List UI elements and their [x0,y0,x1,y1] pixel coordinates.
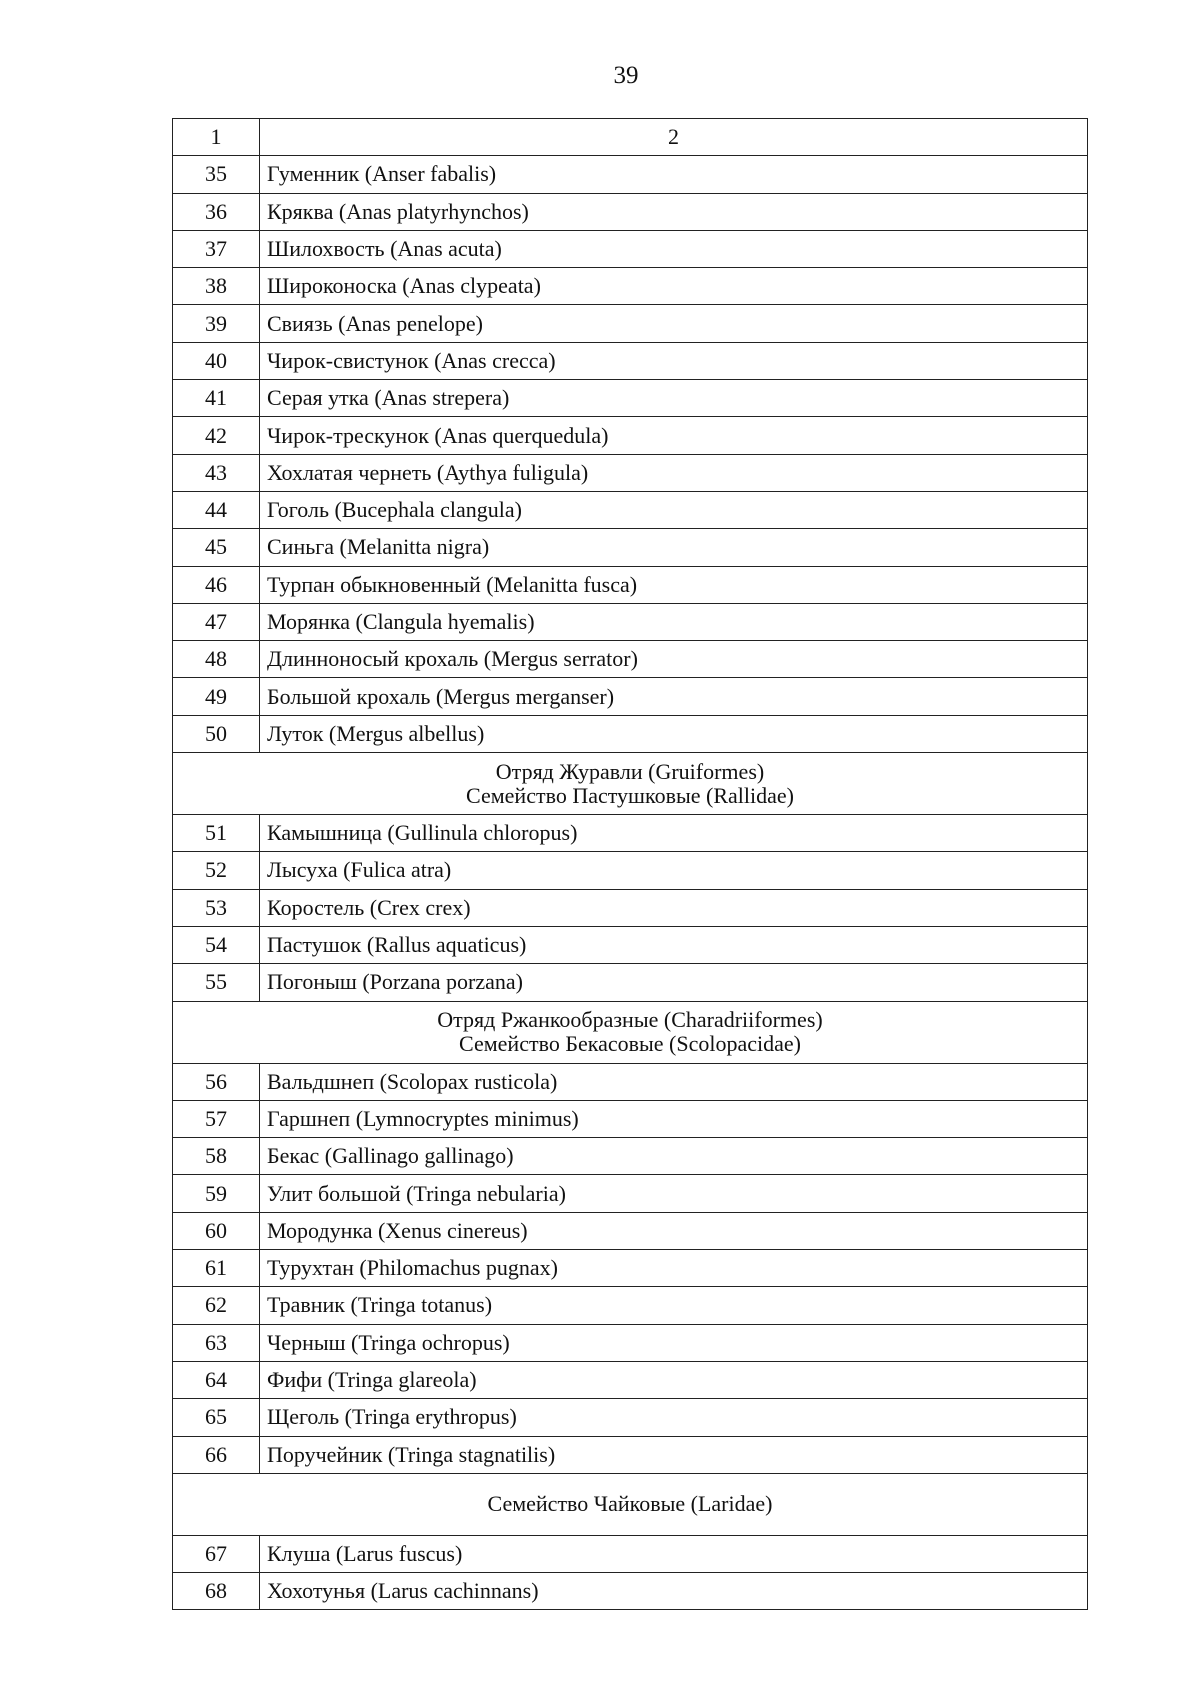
row-number: 63 [173,1324,260,1361]
header-col-1: 1 [173,119,260,156]
group-header-cell [173,753,1088,815]
order-title: Отряд Ржанкообразные (Charadriiformes) [437,1007,823,1033]
row-number: 46 [173,566,260,603]
species-name: Щеголь (Tringa erythropus) [260,1399,1088,1436]
species-name: Клуша (Larus fuscus) [260,1535,1088,1572]
table-row [173,678,1088,715]
order-title: Отряд Журавли (Gruiformes) [495,758,765,784]
table-row [173,1399,1088,1436]
species-name: Лысуха (Fulica atra) [260,852,1088,889]
species-name: Вальдшнеп (Scolopax rusticola) [260,1063,1088,1100]
species-name: Фифи (Tringa glareola) [260,1361,1088,1398]
species-name: Бекас (Gallinago gallinago) [260,1138,1088,1175]
table-row [173,1212,1088,1249]
group-header-row [173,1473,1088,1535]
row-number: 50 [173,715,260,752]
table-row [173,1063,1088,1100]
table-row [173,193,1088,230]
table-row [173,926,1088,963]
species-name: Пастушок (Rallus aquaticus) [260,926,1088,963]
species-name: Гаршнеп (Lymnocryptes minimus) [260,1100,1088,1137]
species-name: Гоголь (Bucephala clangula) [260,491,1088,528]
table-row [173,156,1088,193]
row-number: 55 [173,964,260,1001]
table-row [173,417,1088,454]
group-header-cell [173,1001,1088,1063]
row-number: 35 [173,156,260,193]
row-number: 52 [173,852,260,889]
table-row [173,1361,1088,1398]
table-row [173,1324,1088,1361]
row-number: 65 [173,1399,260,1436]
page-number: 39 [613,62,639,89]
row-number: 38 [173,268,260,305]
row-number: 64 [173,1361,260,1398]
species-name: Свиязь (Anas penelope) [260,305,1088,342]
species-name: Улит большой (Tringa nebularia) [260,1175,1088,1212]
table-row [173,815,1088,852]
row-number: 67 [173,1535,260,1572]
table-row [173,1436,1088,1473]
row-number: 62 [173,1287,260,1324]
row-number: 51 [173,815,260,852]
row-number: 39 [173,305,260,342]
row-number: 57 [173,1100,260,1137]
table-row [173,641,1088,678]
group-header-cell [173,1473,1088,1535]
row-number: 49 [173,678,260,715]
species-name: Морянка (Clangula hyemalis) [260,603,1088,640]
family-title: Семейство Бекасовые (Scolopacidae) [459,1031,801,1057]
row-number: 42 [173,417,260,454]
row-number: 61 [173,1250,260,1287]
species-name: Травник (Tringa totanus) [260,1287,1088,1324]
table-row [173,603,1088,640]
group-header-row [173,753,1088,815]
table-body [173,119,1088,1610]
row-number: 53 [173,889,260,926]
species-name: Большой крохаль (Mergus merganser) [260,678,1088,715]
species-name: Длинноносый крохаль (Mergus serrator) [260,641,1088,678]
row-number: 54 [173,926,260,963]
table-row [173,1100,1088,1137]
species-name: Турухтан (Philomachus pugnax) [260,1250,1088,1287]
table-row [173,305,1088,342]
family-title: Семейство Пастушковые (Rallidae) [466,782,794,808]
row-number: 44 [173,491,260,528]
table-row [173,268,1088,305]
row-number: 47 [173,603,260,640]
table-row [173,1175,1088,1212]
species-name: Кряква (Anas platyrhynchos) [260,193,1088,230]
table-row [173,566,1088,603]
row-number: 40 [173,342,260,379]
table-row [173,889,1088,926]
species-name: Черныш (Tringa ochropus) [260,1324,1088,1361]
species-name: Луток (Mergus albellus) [260,715,1088,752]
row-number: 36 [173,193,260,230]
species-name: Камышница (Gullinula chloropus) [260,815,1088,852]
table-row [173,1287,1088,1324]
row-number: 41 [173,380,260,417]
table-row [173,1535,1088,1572]
family-title: Семейство Чайковые (Laridae) [487,1491,773,1517]
row-number: 56 [173,1063,260,1100]
species-name: Гуменник (Anser fabalis) [260,156,1088,193]
species-name: Мородунка (Xenus cinereus) [260,1212,1088,1249]
species-name: Коростель (Crex crex) [260,889,1088,926]
table-row [173,454,1088,491]
species-name: Поручейник (Tringa stagnatilis) [260,1436,1088,1473]
table-header-row [173,119,1088,156]
row-number: 58 [173,1138,260,1175]
species-name: Погоныш (Porzana porzana) [260,964,1088,1001]
table-row [173,715,1088,752]
row-number: 60 [173,1212,260,1249]
table-row [173,529,1088,566]
row-number: 66 [173,1436,260,1473]
row-number: 43 [173,454,260,491]
species-name: Серая утка (Anas strepera) [260,380,1088,417]
row-number: 59 [173,1175,260,1212]
table-row [173,380,1088,417]
table-row [173,230,1088,267]
species-table [172,118,1088,1610]
table-row [173,1138,1088,1175]
table-row [173,1250,1088,1287]
species-name: Шилохвость (Anas acuta) [260,230,1088,267]
row-number: 48 [173,641,260,678]
row-number: 68 [173,1573,260,1610]
species-name: Хохлатая чернеть (Aythya fuligula) [260,454,1088,491]
species-name: Широконоска (Anas clypeata) [260,268,1088,305]
species-name: Чирок-трескунок (Anas querquedula) [260,417,1088,454]
species-name: Чирок-свистунок (Anas crecca) [260,342,1088,379]
group-header-row [173,1001,1088,1063]
species-name: Турпан обыкновенный (Melanitta fusca) [260,566,1088,603]
table-row [173,342,1088,379]
table-row [173,852,1088,889]
table-row [173,491,1088,528]
species-name: Синьга (Melanitta nigra) [260,529,1088,566]
species-name: Хохотунья (Larus cachinnans) [260,1573,1088,1610]
header-col-2: 2 [260,119,1088,156]
table-row [173,1573,1088,1610]
row-number: 45 [173,529,260,566]
table-row [173,964,1088,1001]
row-number: 37 [173,230,260,267]
